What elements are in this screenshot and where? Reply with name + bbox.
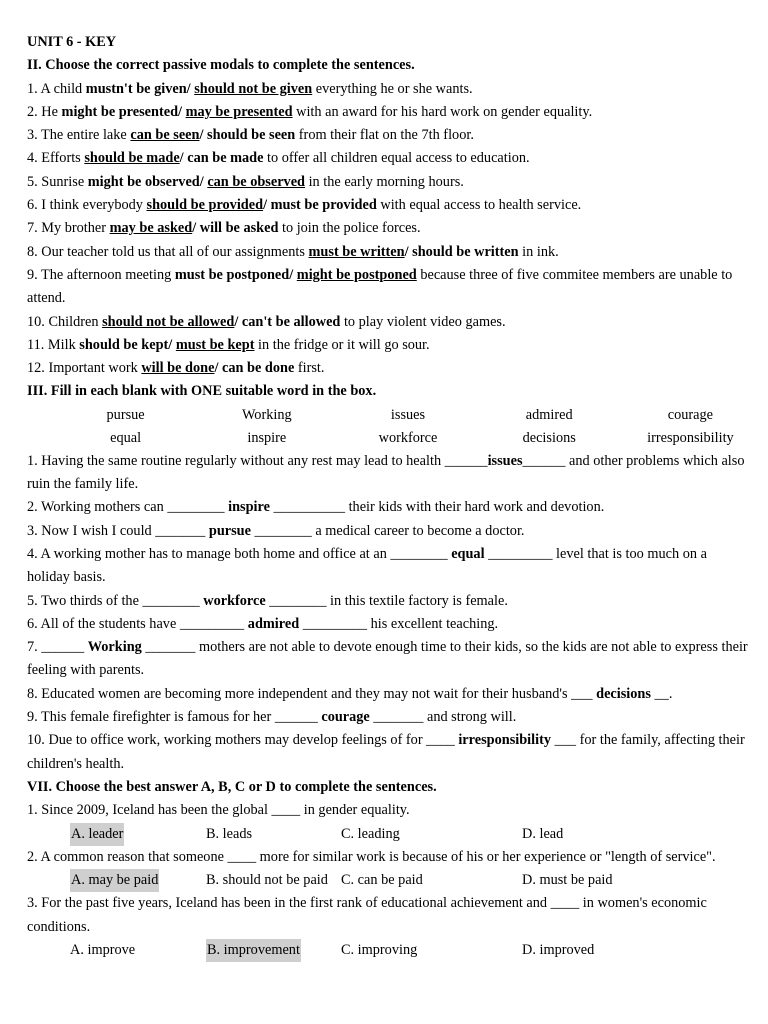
blank-answer: workforce bbox=[203, 592, 266, 609]
answer-option: B. should not be paid bbox=[206, 872, 328, 889]
answer-option: A. may be paid bbox=[70, 869, 159, 892]
fill-blank-item bbox=[27, 636, 748, 683]
fill-blank-item bbox=[27, 729, 748, 776]
answer-option-a: mustn't be given bbox=[85, 80, 187, 97]
section-2-heading: II. Choose the correct passive modals to complete the sentences. bbox=[27, 57, 415, 74]
answer-option-b: can be done bbox=[222, 360, 295, 377]
answer-separator: / bbox=[289, 266, 297, 283]
question-text: 3. For the past five years, Iceland has been in the first rank of educational achievement and ____ in women's economic conditions. bbox=[27, 895, 707, 935]
sentence-suffix: everything he or she wants. bbox=[312, 80, 473, 97]
answer-options-row bbox=[27, 939, 748, 962]
sentence-prefix: 8. Our teacher told us that all of our assignments bbox=[27, 243, 309, 260]
blank-answer: courage bbox=[321, 709, 370, 726]
blank-answer: irresponsibility bbox=[458, 732, 552, 749]
sentence-suffix: ________ a medical career to become a doctor. bbox=[250, 522, 525, 539]
sentence-suffix: in the early morning hours. bbox=[305, 173, 464, 190]
answer-option-a: must be written bbox=[308, 243, 405, 260]
sentence-item bbox=[27, 241, 748, 264]
sentence-item bbox=[27, 124, 748, 147]
sentence-suffix: with an award for his hard work on gender equality. bbox=[292, 103, 593, 120]
sentence-suffix: _________ his excellent teaching. bbox=[299, 615, 499, 632]
sentence-prefix: 11. Milk bbox=[27, 336, 80, 353]
answer-option-b: must be provided bbox=[270, 197, 377, 214]
sentence-prefix: 10. Children bbox=[27, 313, 103, 330]
answer-option: A. improve bbox=[70, 941, 136, 958]
answer-option-b: might be postponed bbox=[296, 266, 417, 283]
answer-option-b: can be observed bbox=[207, 173, 306, 190]
answer-separator: / bbox=[214, 360, 222, 377]
fill-blank-item bbox=[27, 543, 748, 590]
answer-separator: / bbox=[192, 220, 200, 237]
fill-blank-item bbox=[27, 590, 748, 613]
sentence-prefix: 4. Efforts bbox=[27, 150, 85, 167]
sentence-suffix: _______ and strong will. bbox=[369, 709, 517, 726]
sentence-suffix: because three of five commitee members are unable to attend. bbox=[27, 266, 733, 307]
answer-option-b: can be made bbox=[187, 150, 264, 167]
answer-option-b: may be presented bbox=[185, 103, 293, 120]
blank-answer: inspire bbox=[228, 499, 270, 516]
sentence-prefix: 8. Educated women are becoming more independent and they may not wait for their husband's ___ bbox=[27, 685, 597, 702]
answer-separator: / bbox=[178, 103, 186, 120]
answer-option-a: should be kept bbox=[79, 336, 169, 353]
sentence-prefix: 7. My brother bbox=[27, 220, 110, 237]
answer-separator: / bbox=[186, 80, 195, 97]
answer-separator: / bbox=[168, 336, 176, 353]
sentence-suffix: __. bbox=[650, 685, 673, 702]
word-box-item: equal bbox=[110, 429, 142, 446]
fill-blank-item bbox=[27, 683, 748, 706]
answer-option-b: can't be allowed bbox=[241, 313, 341, 330]
answer-option-a: should not be allowed bbox=[102, 313, 235, 330]
sentence-suffix: _______ mothers are not able to devote enough time to their kids, so the kids are not able to express their feeling with parents. bbox=[27, 639, 748, 679]
answer-option: C. can be paid bbox=[341, 872, 423, 889]
word-box-item: pursue bbox=[106, 406, 145, 423]
answer-separator: / bbox=[234, 313, 242, 330]
answer-option: B. improvement bbox=[206, 939, 301, 962]
question-text: 2. A common reason that someone ____ more for similar work is because of his or her experience or "length of service". bbox=[27, 848, 716, 865]
sentence-prefix: 2. Working mothers can ________ bbox=[27, 499, 229, 516]
fill-blank-item bbox=[27, 450, 748, 497]
word-box-row-1 bbox=[27, 404, 761, 427]
word-box-item: courage bbox=[667, 406, 714, 423]
sentence-prefix: 9. This female firefighter is famous for her ______ bbox=[27, 709, 322, 726]
answer-option-b: should be written bbox=[412, 243, 519, 260]
answer-options-row bbox=[27, 823, 748, 846]
sentence-item bbox=[27, 311, 748, 334]
answer-option-b: must be kept bbox=[175, 336, 255, 353]
sentence-item bbox=[27, 194, 748, 217]
word-box-item: Working bbox=[241, 406, 292, 423]
word-box-item: admired bbox=[525, 406, 573, 423]
sentence-suffix: _________ level that is too much on a holiday basis. bbox=[27, 545, 707, 586]
blank-answer: issues bbox=[487, 452, 523, 469]
answer-option: D. lead bbox=[522, 825, 564, 842]
sentence-suffix: to join the police forces. bbox=[278, 220, 421, 237]
sentence-prefix: 7. ______ bbox=[27, 639, 88, 656]
answer-separator: / bbox=[199, 127, 208, 144]
sentence-prefix: 1. Having the same routine regularly without any rest may lead to health ______ bbox=[27, 452, 488, 469]
section-7-heading: VII. Choose the best answer A, B, C or D to complete the sentences. bbox=[27, 778, 437, 795]
sentence-prefix: 6. I think everybody bbox=[27, 197, 147, 214]
answer-separator: / bbox=[404, 243, 413, 260]
sentence-suffix: from their flat on the 7th floor. bbox=[295, 127, 474, 144]
sentence-prefix: 9. The afternoon meeting bbox=[27, 266, 175, 283]
question-text: 1. Since 2009, Iceland has been the global ____ in gender equality. bbox=[27, 802, 410, 819]
section-3-list bbox=[27, 450, 748, 776]
sentence-item bbox=[27, 78, 748, 101]
answer-option-a: must be postponed bbox=[174, 266, 290, 283]
sentence-item bbox=[27, 217, 748, 240]
word-box-row-2 bbox=[27, 427, 761, 450]
section-2-list bbox=[27, 78, 748, 381]
page-title: UNIT 6 - KEY bbox=[27, 34, 117, 50]
sentence-suffix: ______ and other problems which also ruin the family life. bbox=[27, 452, 745, 493]
answer-option-a: will be done bbox=[141, 360, 215, 377]
sentence-item bbox=[27, 264, 748, 311]
blank-answer: equal bbox=[451, 545, 485, 562]
sentence-prefix: 10. Due to office work, working mothers may develop feelings of for ____ bbox=[27, 732, 459, 749]
answer-option-a: should be made bbox=[84, 150, 180, 167]
answer-option-a: may be asked bbox=[109, 220, 193, 237]
answer-option-a: might be presented bbox=[61, 103, 179, 120]
answer-option-b: will be asked bbox=[199, 220, 279, 237]
answer-option: C. improving bbox=[341, 941, 418, 958]
sentence-prefix: 12. Important work bbox=[27, 360, 142, 377]
answer-option: D. must be paid bbox=[522, 872, 613, 889]
sentence-suffix: ___ for the family, affecting their children's health. bbox=[27, 732, 745, 772]
answer-option: C. leading bbox=[341, 825, 400, 842]
answer-option: D. improved bbox=[522, 941, 595, 958]
answer-option: B. leads bbox=[206, 825, 253, 842]
sentence-prefix: 1. A child bbox=[27, 80, 86, 97]
sentence-suffix: to play violent video games. bbox=[340, 313, 506, 330]
answer-option-a: might be observed bbox=[87, 173, 200, 190]
sentence-suffix: first. bbox=[294, 360, 325, 377]
sentence-suffix: in ink. bbox=[518, 243, 559, 260]
sentence-item bbox=[27, 334, 748, 357]
sentence-suffix: __________ their kids with their hard work and devotion. bbox=[269, 499, 605, 516]
fill-blank-item bbox=[27, 613, 748, 636]
word-box-item: irresponsibility bbox=[647, 429, 734, 446]
sentence-item bbox=[27, 171, 748, 194]
section-7-list bbox=[27, 799, 748, 962]
word-box-item: decisions bbox=[522, 429, 576, 446]
answer-separator: / bbox=[179, 150, 188, 167]
sentence-suffix: in the fridge or it will go sour. bbox=[254, 336, 430, 353]
blank-answer: Working bbox=[87, 639, 142, 656]
word-box-item: workforce bbox=[378, 429, 438, 446]
answer-option-a: should be provided bbox=[146, 197, 264, 214]
sentence-prefix: 5. Sunrise bbox=[27, 173, 88, 190]
blank-answer: admired bbox=[247, 615, 300, 632]
sentence-prefix: 4. A working mother has to manage both home and office at an ________ bbox=[27, 545, 452, 562]
sentence-suffix: ________ in this textile factory is female. bbox=[265, 592, 508, 609]
sentence-prefix: 2. He bbox=[27, 103, 62, 120]
sentence-prefix: 6. All of the students have _________ bbox=[27, 615, 248, 632]
section-3-heading: III. Fill in each blank with ONE suitable word in the box. bbox=[27, 383, 377, 400]
sentence-suffix: to offer all children equal access to education. bbox=[263, 150, 530, 167]
answer-option-b: should not be given bbox=[194, 80, 313, 97]
blank-answer: decisions bbox=[596, 685, 651, 702]
blank-answer: pursue bbox=[208, 522, 251, 539]
sentence-item bbox=[27, 357, 748, 380]
sentence-item bbox=[27, 147, 748, 170]
fill-blank-item bbox=[27, 706, 748, 729]
answer-separator: / bbox=[263, 197, 271, 214]
sentence-prefix: 3. The entire lake bbox=[27, 127, 131, 144]
fill-blank-item bbox=[27, 496, 748, 519]
answer-option-a: can be seen bbox=[130, 127, 200, 144]
sentence-prefix: 3. Now I wish I could _______ bbox=[27, 522, 209, 539]
sentence-item bbox=[27, 101, 748, 124]
answer-separator: / bbox=[199, 173, 208, 190]
answer-option-b: should be seen bbox=[207, 127, 296, 144]
answer-option: A. leader bbox=[70, 823, 124, 846]
fill-blank-item bbox=[27, 520, 748, 543]
answer-options-row bbox=[27, 869, 748, 892]
word-box-item: inspire bbox=[247, 429, 287, 446]
sentence-suffix: with equal access to health service. bbox=[376, 197, 582, 214]
word-box-item: issues bbox=[390, 406, 426, 423]
sentence-prefix: 5. Two thirds of the ________ bbox=[27, 592, 204, 609]
